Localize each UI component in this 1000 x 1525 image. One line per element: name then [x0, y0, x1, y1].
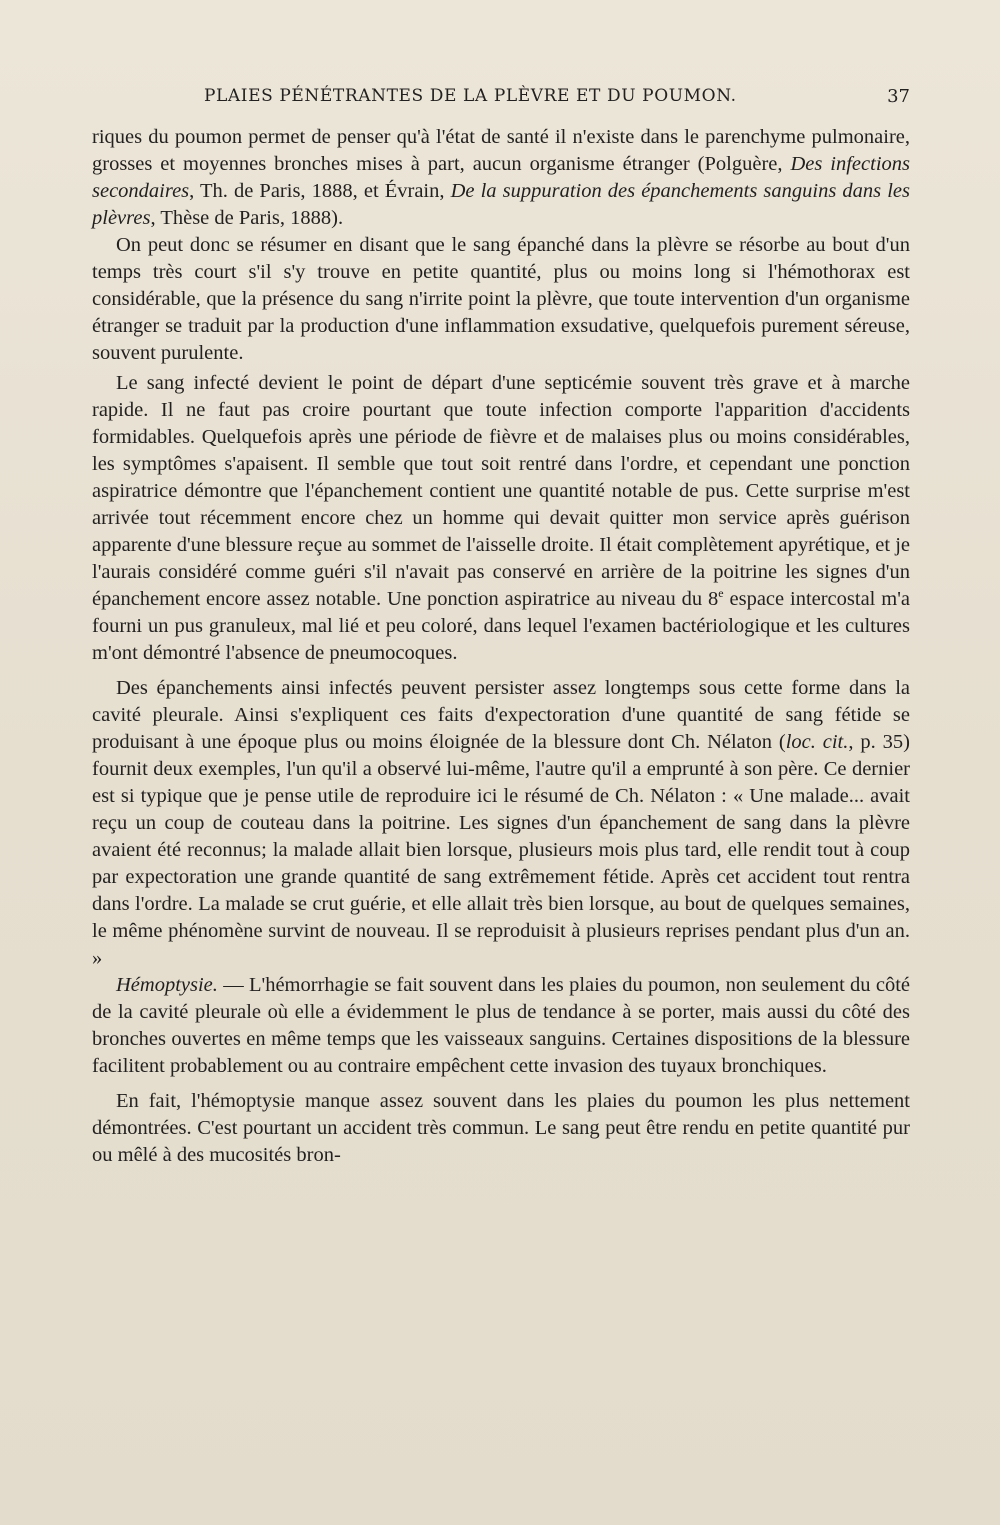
paragraph-3: [92, 370, 910, 667]
paragraph-5: [92, 972, 910, 1080]
paragraph-3-text-a: Le sang infecté devient le point de départ d'une septicémie souvent très grave et à marche rapide. Il ne faut pas croire pourtant que toute infection comporte l'apparition d'accidents formidables. Quelquefois après une période de fièvre et de malaises plus ou moins considérables, les symptômes s'apaisent. Il semble que tout soit rentré dans l'ordre, et cependant une ponction aspiratrice démontre que l'épanchement contient une quantité notable de pus. Cette surprise m'est arrivée tout récemment encore chez un homme qui devait quitter mon service après guérison apparente d'une blessure reçue au sommet de l'aisselle droite. Il était complètement apyrétique, et je l'aurais considéré comme guéri s'il n'avait pas conservé en arrière de la poitrine les signes d'un épanchement encore assez notable. Une ponction aspiratrice au niveau du 8: [92, 372, 910, 610]
paragraph-1-text-c: , Th. de Paris, 1888, et Évrain,: [189, 180, 451, 202]
paragraph-4-text-c: , p. 35) fournit deux exemples, l'un qu'il a observé lui-même, l'autre qu'il a emprunté à son père. Ce dernier est si typique que je pense utile de reproduire ici le résumé de Ch. Nélaton : « Une malade... avait reçu un coup de couteau dans la poitrine. Les signes d'un épanchement de sang dans la plèvre avaient été reconnus; la malade allait bien lorsque, plusieurs mois plus tard, elle rendit tout à coup par expectoration une grande quantité de sang extrêmement fétide. Après cet accident tout rentra dans l'ordre. La malade se crut guérie, et elle allait très bien lorsque, au bout de quelques semaines, le même phénomène survint de nouveau. Il se reproduisit à plusieurs reprises pendant plus d'un an. »: [92, 731, 911, 969]
paragraph-6: En fait, l'hémoptysie manque assez souvent dans les plaies du poumon les plus nettement démontrées. C'est pourtant un accident très commun. Le sang peut être rendu en petite quantité pur ou mêlé à des mucosités bron-: [92, 1090, 910, 1166]
paragraph-4-text-a: Des épanchements ainsi infectés peuvent persister assez longtemps sous cette forme dans la cavité pleurale. Ainsi s'expliquent ces faits d'expectoration d'une quantité de sang fétide se produisant à une époque plus ou moins éloignée de la blessure dont Ch. Nélaton (: [92, 677, 910, 753]
paragraph-4: [92, 675, 910, 972]
running-header: [92, 86, 910, 114]
paragraph-4-citation-loc-cit: loc. cit.: [785, 731, 849, 753]
paragraph-1-text-e: , Thèse de Paris, 1888).: [150, 207, 344, 229]
paragraph-1: [92, 124, 910, 232]
paragraph-3-text-b: espace intercostal m'a fourni un pus granuleux, mal lié et peu coloré, dans lequel l'examen bactériologique et les cultures m'ont démontré l'absence de pneumocoques.: [92, 588, 910, 664]
running-title: PLAIES PÉNÉTRANTES DE LA PLÈVRE ET DU POUMON.: [204, 86, 737, 106]
paragraph-1-citation-polguere: Des infections secondaires: [92, 153, 910, 202]
section-heading-hemoptysie: Hémoptysie.: [116, 974, 218, 996]
paragraph-5-text-b: — L'hémorrhagie se fait souvent dans les plaies du poumon, non seulement du côté de la cavité pleurale où elle a évidemment le plus de tendance à se porter, mais aussi du côté des bronches ouvertes en même temps que les vaisseaux sanguins. Certaines dispositions de la blessure facilitent probablement ou au contraire empêchent cette invasion des tuyaux bronchiques.: [92, 974, 910, 1077]
page-number: 37: [887, 86, 910, 107]
ordinal-superscript: e: [718, 586, 724, 601]
paragraph-1-citation-evrain: De la suppuration des épanchements sanguins dans les plèvres: [92, 180, 910, 229]
paragraph-2: On peut donc se résumer en disant que le sang épanché dans la plèvre se résorbe au bout d'un temps très court s'il s'y trouve en petite quantité, plus ou moins long si l'hémothorax est considérable, que la présence du sang n'irrite point la plèvre, que toute intervention d'un organisme étranger se traduit par la production d'une inflammation exsudative, quelquefois purement séreuse, souvent purulente.: [92, 234, 910, 364]
body-text: [92, 124, 910, 1169]
paragraph-1-text-a: riques du poumon permet de penser qu'à l'état de santé il n'existe dans le parenchyme pulmonaire, grosses et moyennes bronches mises à part, aucun organisme étranger (Polguère,: [92, 126, 910, 175]
